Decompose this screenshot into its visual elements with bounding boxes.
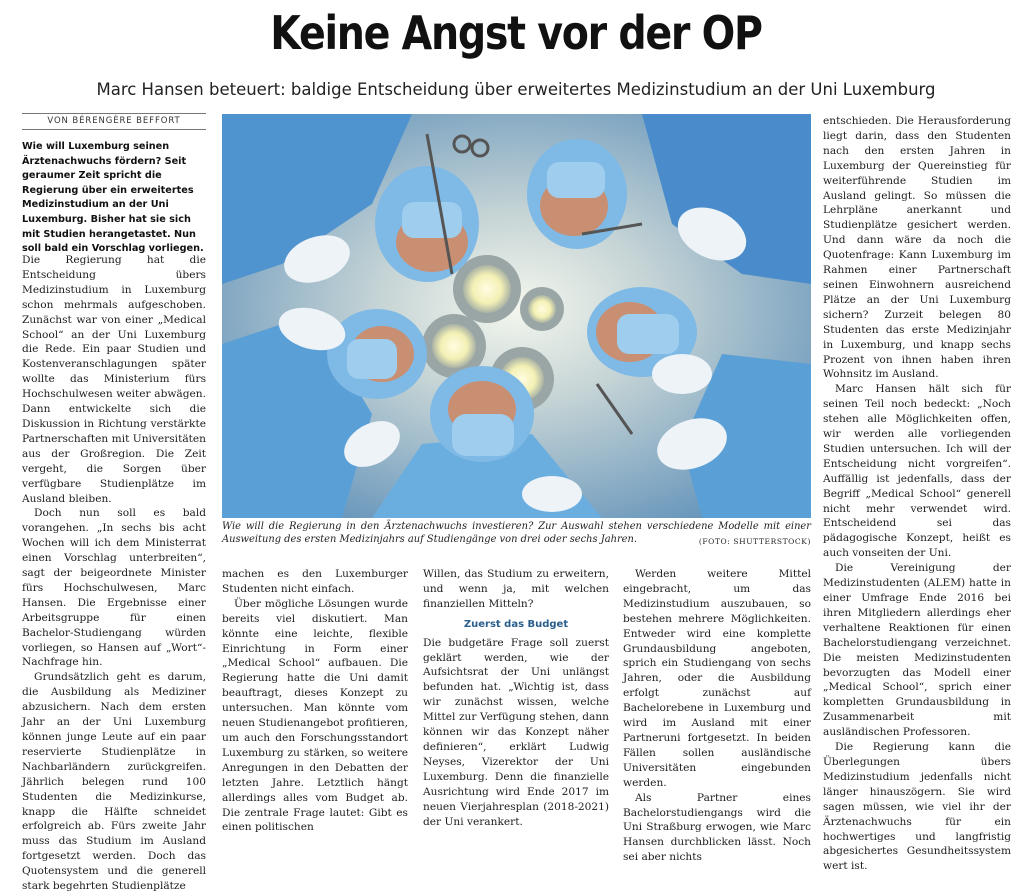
- surgeon-bottom: [430, 366, 534, 462]
- paragraph: Marc Hansen hält sich für seinen Teil noch bedeckt: „Noch stehen alle Möglichkeiten offen, wir werden alle vorliegenden Studien untersuchen. Ich will der Entscheidung nicht vorgreifen“. Auffällig ist jedenfalls, dass der Begriff „Medical School“ generell nicht mehr verwendet wird. Entscheidend sei das pädagogische Konzept, heißt es auch vonseiten der Uni.: [823, 383, 1011, 560]
- paragraph: Doch nun soll es bald vorangehen. „In sechs bis acht Wochen will ich dem Ministerrat einen Vorschlag unterbreiten“, sagt der beigeordnete Minister fürs Hochschulwesen, Marc Hansen. Die Ergebnisse einer Arbeitsgruppe für einen Bachelor-Studiengang würden vorliegen, so Hansen auf „Wort“-Nachfrage hin.: [22, 507, 206, 669]
- caption-text: Wie will die Regierung in den Ärztenachwuchs investieren? Zur Auswahl stehen verschiedene Modelle mit einer Ausweitung des ersten Medizinjahrs auf Studiengänge von drei oder sechs Jahren.: [222, 521, 811, 545]
- paragraph: Die budgetäre Frage soll zuerst geklärt werden, wie der Aufsichtsrat der Uni unlängst befunden hat. „Wichtig ist, dass wir zunächst wissen, welche Mittel zur Verfügung stehen, dann können wir das Konzept näher definieren“, erklärt Ludwig Neyses, Vizerektor der Uni Luxemburg. Denn die finanzielle Ausrichtung wird Ende 2017 im neuen Vierjahresplan (2018-2021) der Uni verankert.: [423, 636, 609, 828]
- surgeon-top-right: [527, 139, 627, 249]
- inline-subheading: Zuerst das Budget: [463, 618, 569, 630]
- paragraph: Die Regierung hat die Entscheidung übers Medizinstudium in Luxemburg schon mehrmals aufgeschoben. Zunächst war von einer „Medical School“ an der Uni Luxemburg die Rede. Ein paar Studien und Kostenveranschlagungen später wollte das Ministerium fürs Hochschulwesen weiter abwägen. Dann entwickelte sich die Diskussion in Richtung verstärkte Partnerschaften mit Universitäten aus der Großregion. Die Zeit vergeht, die Sorgen über verfügbare Studienplätze im Ausland bleiben.: [22, 254, 206, 505]
- paragraph: Grundsätzlich geht es darum, die Ausbildung als Mediziner abzusichern. Nach dem ersten Jahr an der Uni Luxemburg können junge Leute auf ein paar reservierte Studienplätze in Nachbarländern zurückgreifen. Jährlich belegen rund 100 Studenten die Medizinkurse, knapp die Hälfte schneidet erfolgreich ab. Fürs zweite Jahr muss das Studium im Ausland fortgesetzt werden. Doch das Quotensystem und die generell stark begehrten Studienplätze: [22, 671, 206, 893]
- paragraph: entschieden. Die Herausforderung liegt darin, dass den Studenten nach den ersten Jahren in Luxemburg der Quereinstieg für weiterführende Studien im Ausland gelingt. So müssen die Lehrpläne anerkannt und Studienplätze gesichert werden. Und dann wäre da noch die Quotenfrage: Kann Luxemburg im Rahmen einer Partnerschaft seinen Einwohnern ausreichend Plätze an der Uni Luxemburg sichern? Zurzeit belegen 80 Studenten das erste Medizinjahr in Luxemburg, und knapp sechs Prozent von ihnen haben ihren Wohnsitz im Ausland.: [823, 115, 1011, 381]
- headline: Keine Angst vor der OP: [270, 6, 762, 60]
- column-2: [222, 567, 408, 835]
- paragraph: Als Partner eines Bachelorstudiengangs wird die Uni Straßburg erwogen, wie Marc Hansen durchblicken lässt. Noch sei aber nichts: [623, 791, 811, 864]
- photo-caption: [222, 520, 811, 548]
- lead-paragraph: Wie will Luxemburg seinen Ärztenachwuchs fördern? Seit geraumer Zeit spricht die Regierung über ein erweitertes Medizinstudium an der Uni Luxemburg. Bisher hat sie sich mit Studien herangetastet. Nun soll bald ein Vorschlag vorliegen.: [22, 141, 204, 255]
- paragraph: Über mögliche Lösungen wurde bereits viel diskutiert. Man könnte eine leichte, flexible Einrichtung in Form einer „Medical School“ aufbauen. Die Regierung hatte die Uni damit beauftragt, dieses Konzept zu untersuchen. Man könnte vom neuen Studienangebot profitieren, um auch den Forschungsstandort Luxemburg zu stärken, so weitere Anregungen in den Debatten der letzten Jahre. Letztlich hängt allerdings alles vom Budget ab. Die zentrale Frage lautet: Gibt es einen politischen: [222, 597, 408, 834]
- photo-credit: (FOTO: SHUTTERSTOCK): [698, 537, 811, 546]
- byline: VON BÉRENGÈRE BEFFORT: [47, 116, 181, 126]
- subheadline: Marc Hansen beteuert: baldige Entscheidung über erweitertes Medizinstudium an der Uni Luxemburg: [96, 80, 936, 99]
- column-5: [823, 114, 1011, 874]
- surgeons-photo: [222, 114, 811, 518]
- byline-rule-bottom: [22, 129, 206, 130]
- byline-rule-top: [22, 113, 206, 114]
- paragraph: Werden weitere Mittel eingebracht, um das Medizinstudium auszubauen, so bestehen mehrere Möglichkeiten. Entweder wird eine komplette Grundausbildung angeboten, sprich ein Studiengang von sechs Jahren, oder die Ausbildung erfolgt zunächst auf Bachelorebene in Luxemburg und wird im Ausland mit einer Partneruni fortgesetzt. In beiden Fällen sollen ausländische Universitäten eingebunden werden.: [623, 568, 811, 789]
- column-1: [22, 253, 206, 894]
- column-4: [623, 567, 811, 865]
- paragraph: Willen, das Studium zu erweitern, und wenn ja, mit welchen finanziellen Mitteln?: [423, 568, 609, 610]
- surgeon-top-left: [375, 166, 479, 282]
- paragraph: Die Regierung kann die Überlegungen übers Medizinstudium jedenfalls nicht länger hinauszögern. Sie wird sagen müssen, wie viel ihr der Ärztenachwuchs für ein hochwertiges und langfristig abgesichertes Gesundheitssystem wert ist.: [823, 741, 1011, 873]
- surgeon-left: [327, 309, 427, 399]
- paragraph: Die Vereinigung der Medizinstudenten (ALEM) hatte in einer Umfrage Ende 2016 bei ihren Mitgliedern allerdings eher verhaltene Reaktionen für einen Bachelorstudiengang verzeichnet. Die meisten Medizinstudenten bevorzugten das Modell einer „Medical School“, sprich einer kompletten Grundausbildung in Zusammenarbeit mit ausländischen Professoren.: [823, 562, 1011, 739]
- paragraph: machen es den Luxemburger Studenten nicht einfach.: [222, 568, 408, 595]
- column-3: [423, 567, 609, 829]
- surgeons-illustration: [222, 114, 811, 518]
